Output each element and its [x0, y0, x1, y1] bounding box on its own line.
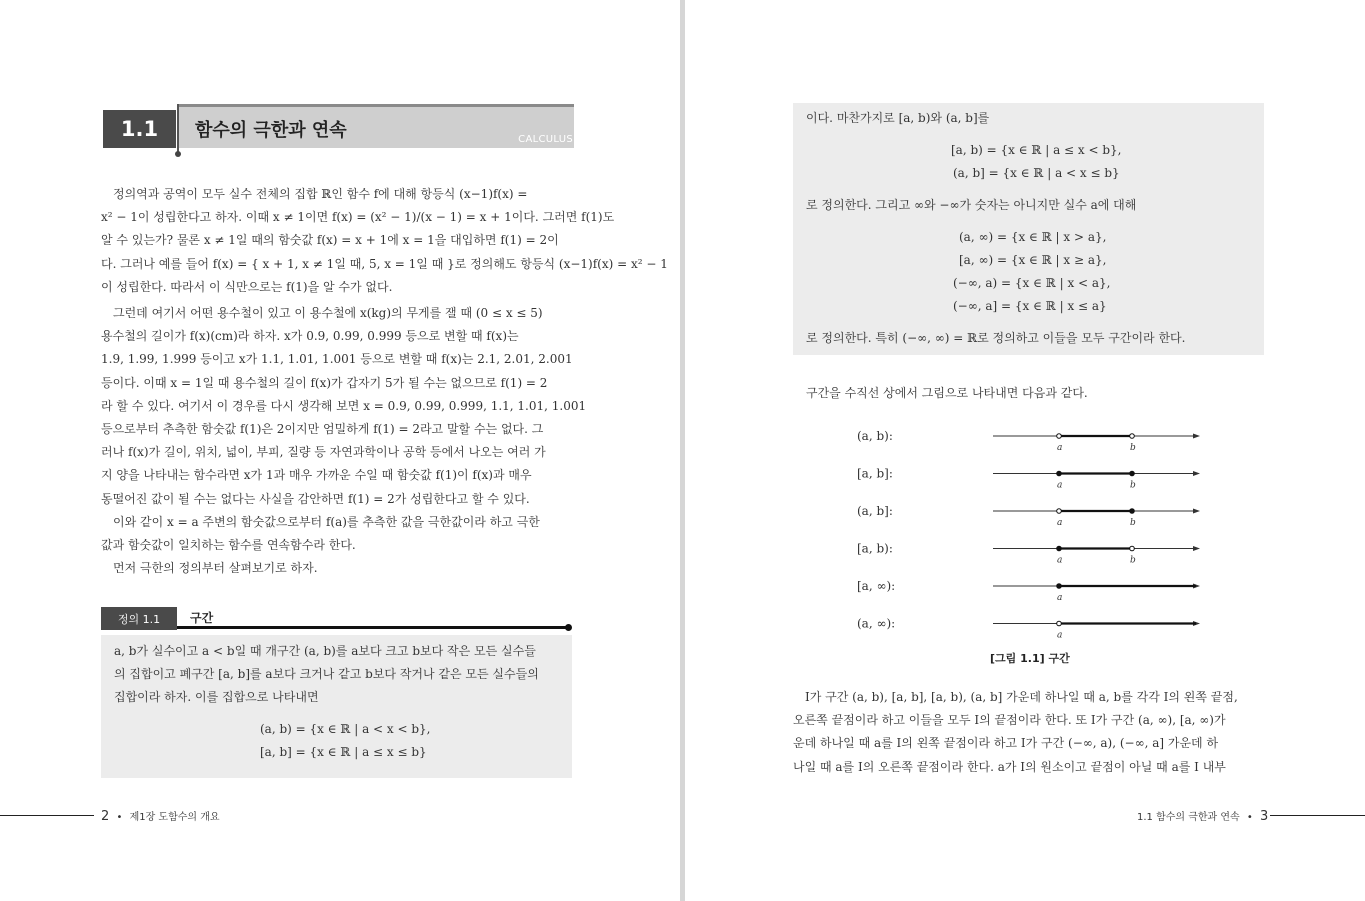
text-line: 등이다. 이때 x = 1일 때 용수철의 길이 f(x)가 갑자기 5가 될 수는 없으므로 f(1) = 2: [101, 375, 548, 390]
right-endpoint: [1130, 434, 1135, 439]
text-line: 구간을 수직선 상에서 그림으로 나타내면 다음과 같다.: [806, 386, 1088, 400]
left-endpoint: [1057, 546, 1062, 551]
section-running-title: 1.1 함수의 극한과 연속: [1137, 812, 1240, 823]
left-endpoint: [1057, 471, 1062, 476]
number-line-arrow: [1193, 546, 1200, 551]
right-endpoint: [1130, 509, 1135, 514]
text-line: 다. 그러나 예를 들어 f(x) = { x + 1, x ≠ 1일 때, 5, x = 1일 때 }로 정의해도 항등식 (x−1)f(x) = x² − 1: [101, 256, 668, 271]
right-footer: [1137, 808, 1268, 824]
chapter-title: 제1장 도함수의 개요: [129, 812, 220, 823]
text-line: 먼저 극한의 정의부터 살펴보기로 하자.: [113, 561, 318, 576]
box-text-3: [806, 327, 1256, 350]
section-tag: CALCULUS: [518, 134, 573, 145]
equation: (a, b] = {x ∈ ℝ | a < x ≤ b}: [953, 166, 1120, 180]
number-line-label: [a, b]:: [857, 466, 893, 481]
equation: (−∞, a] = {x ∈ ℝ | x ≤ a}: [953, 299, 1107, 313]
text-line: 오른쪽 끝점이라 하고 이들을 모두 I의 끝점이라 한다. 또 I가 구간 (a, ∞), [a, ∞)가: [793, 713, 1226, 728]
text-line: 그런데 여기서 어떤 용수철이 있고 이 용수철에 x(kg)의 무게를 잴 때 (0 ≤ x ≤ 5): [113, 306, 543, 320]
right-endpoint: [1130, 546, 1135, 551]
text-line: a, b가 실수이고 a < b일 때 개구간 (a, b)를 a보다 크고 b보다 작은 모든 실수들: [114, 644, 536, 658]
right-endpoint-label: b: [1130, 555, 1136, 566]
figure-caption: [그림 1.1] 구간: [990, 652, 1070, 665]
left-endpoint-label: a: [1057, 593, 1063, 603]
text-line: 정의역과 공역이 모두 실수 전체의 집합 ℝ인 함수 f에 대해 항등식 (x−1)f(x) =: [113, 187, 528, 201]
text-line: 값과 함숫값이 일치하는 함수를 연속함수라 한다.: [101, 538, 356, 553]
definition-equation-closed: [a, b] = {x ∈ ℝ | a ≤ x ≤ b}: [260, 745, 427, 759]
text-line: 러나 f(x)가 길이, 위치, 넓이, 부피, 질량 등 자연과학이나 공학 등에서 나오는 여러 가: [101, 445, 546, 460]
left-endpoint-label: a: [1057, 555, 1063, 566]
box-text-2: [806, 194, 1256, 217]
section-header-divider: [177, 104, 179, 154]
figure-intro: [806, 382, 1256, 405]
left-footer: [101, 808, 220, 824]
definition-equation-open: (a, b) = {x ∈ ℝ | a < x < b},: [260, 722, 431, 736]
text-line: 등으로부터 추측한 함숫값 f(1)은 2이지만 엄밀하게 f(1) = 2라고 말할 수는 없다. 그: [101, 422, 544, 437]
footer-bullet: •: [1246, 812, 1253, 823]
right-endpoint-label: b: [1130, 480, 1136, 491]
text-line: 지 양을 나타내는 함수라면 x가 1과 매우 가까운 수일 때 함숫값 f(1)이 f(x)과 매우: [101, 468, 532, 483]
left-endpoint-label: a: [1057, 630, 1063, 641]
text-line: 라 할 수 있다. 여기서 이 경우를 다시 생각해 보면 x = 0.9, 0.99, 0.999, 1.1, 1.01, 1.001: [101, 398, 587, 413]
number-line-arrow: [1193, 509, 1200, 514]
interval-number-lines: [855, 420, 1215, 645]
number-line-arrow: [1193, 434, 1200, 439]
definition-rule: [177, 626, 569, 629]
text-line: x² − 1이 성립한다고 하자. 이때 x ≠ 1이면 f(x) = (x² − 1)/(x − 1) = x + 1이다. 그러면 f(1)도: [101, 210, 615, 225]
page-number: 3: [1260, 809, 1269, 824]
text-line: 나일 때 a를 I의 오른쪽 끝점이라 한다. a가 I의 원소이고 끝점이 아닐 때 a를 I 내부: [793, 759, 1226, 774]
number-line-label: [a, b):: [857, 541, 893, 556]
text-line: 의 집합이고 폐구간 [a, b]를 a보다 크거나 같고 b보다 작거나 같은 모든 실수들의: [114, 667, 539, 682]
text-line: 로 정의한다. 특히 (−∞, ∞) = ℝ로 정의하고 이들을 모두 구간이라 한다.: [806, 331, 1186, 345]
text-line: 집합이라 하자. 이를 집합으로 나타내면: [114, 690, 319, 705]
section-number: 1.1: [103, 110, 176, 148]
definition-title: 구간: [190, 611, 214, 625]
text-line: 이와 같이 x = a 주변의 함숫값으로부터 f(a)를 추측한 값을 극한값이라 하고 극한: [113, 515, 540, 529]
text-line: 1.9, 1.99, 1.999 등이고 x가 1.1, 1.01, 1.001 등으로 변할 때 f(x)는 2.1, 2.01, 2.001: [101, 352, 573, 367]
left-endpoint: [1057, 509, 1062, 514]
text-line: 운데 하나일 때 a를 I의 왼쪽 끝점이라 하고 I가 구간 (−∞, a), (−∞, a] 가운데 하: [793, 736, 1219, 751]
footer-bullet: •: [116, 812, 123, 823]
right-page: [685, 0, 1365, 901]
continued-definition-box: [793, 103, 1264, 355]
text-line: 이 성립한다. 따라서 이 식만으로는 f(1)을 알 수가 없다.: [101, 279, 393, 294]
text-line: 용수철의 길이가 f(x)(cm)라 하자. x가 0.9, 0.99, 0.999 등으로 변할 때 f(x)는: [101, 329, 519, 344]
left-endpoint-label: a: [1057, 443, 1063, 453]
page-number: 2: [101, 809, 110, 824]
equation: (a, ∞) = {x ∈ ℝ | x > a},: [959, 230, 1107, 244]
text-line: 알 수 있는가? 물론 x ≠ 1일 때의 함숫값 f(x) = x + 1에 x = 1을 대입하면 f(1) = 2이: [101, 233, 559, 248]
left-endpoint: [1057, 434, 1062, 439]
equation: [a, b) = {x ∈ ℝ | a ≤ x < b},: [951, 143, 1122, 157]
text-line: 로 정의한다. 그리고 ∞와 −∞가 숫자는 아니지만 실수 a에 대해: [806, 198, 1137, 212]
left-endpoint-label: a: [1057, 480, 1063, 491]
definition-rule-dot: [565, 624, 572, 631]
left-endpoint-label: a: [1057, 518, 1063, 528]
intro-paragraph: [101, 183, 668, 299]
footer-rule: [1270, 815, 1365, 816]
footer-rule: [0, 815, 94, 816]
text-line: 동떨어진 값이 될 수는 없다는 사실을 감안하면 f(1) = 2가 성립한다고 할 수 있다.: [101, 491, 530, 506]
number-line-label: (a, b]:: [857, 504, 893, 518]
equation: [a, ∞) = {x ∈ ℝ | x ≥ a},: [959, 253, 1107, 267]
right-endpoint: [1130, 471, 1135, 476]
definition-label: 정의 1.1: [101, 607, 177, 630]
text-line: 이다. 마찬가지로 [a, b)와 (a, b]를: [806, 111, 990, 125]
left-endpoint: [1057, 584, 1062, 589]
number-line-label: (a, ∞):: [857, 616, 896, 631]
spring-paragraph: [101, 302, 587, 511]
definition-text: [114, 640, 562, 710]
closing-paragraph: [793, 686, 1264, 779]
right-endpoint-label: b: [1130, 518, 1136, 528]
left-page: [0, 0, 680, 901]
text-line: I가 구간 (a, b), [a, b], [a, b), (a, b] 가운데 하나일 때 a, b를 각각 I의 왼쪽 끝점,: [805, 690, 1238, 704]
section-title: 함수의 극한과 연속: [195, 120, 347, 141]
number-line-label: [a, ∞):: [857, 579, 896, 593]
number-line-label: (a, b):: [857, 429, 893, 443]
section-header-dot: [175, 151, 181, 157]
left-endpoint: [1057, 621, 1062, 626]
box-text-1: [806, 107, 1256, 130]
limit-paragraph: [101, 511, 572, 581]
equation: (−∞, a) = {x ∈ ℝ | x < a},: [953, 276, 1111, 290]
right-endpoint-label: b: [1130, 443, 1136, 453]
number-line-arrow: [1193, 471, 1200, 476]
